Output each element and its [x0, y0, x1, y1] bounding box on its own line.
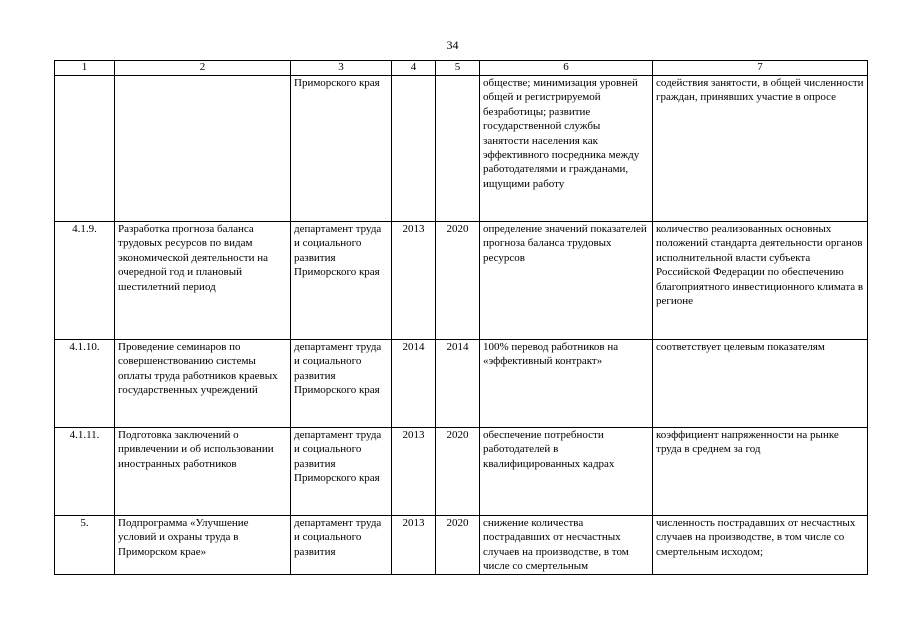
executor-cell: департамент труда и социального развития Приморского края	[291, 340, 392, 428]
activity-name-cell: Подготовка заключений о привлечении и об использовании иностранных работников	[115, 428, 291, 516]
end-year-cell: 2020	[436, 222, 480, 340]
executor-cell: Приморского края	[291, 76, 392, 222]
indicator-cell: содействия занятости, в общей численности граждан, принявших участие в опросе	[653, 76, 868, 222]
column-header-1: 1	[55, 61, 115, 76]
table-row	[55, 428, 868, 516]
row-number-cell: 5.	[55, 516, 115, 575]
activity-name-cell	[115, 76, 291, 222]
expected-result-cell: снижение количества пострадавших от несчастных случаев на производстве, в том числе со смертельным	[480, 516, 653, 575]
program-table	[54, 60, 868, 575]
table-row	[55, 222, 868, 340]
column-number-row	[55, 61, 868, 76]
end-year-cell	[436, 76, 480, 222]
start-year-cell	[392, 76, 436, 222]
end-year-cell: 2020	[436, 428, 480, 516]
executor-cell: департамент труда и социального развития Приморского края	[291, 222, 392, 340]
end-year-cell: 2020	[436, 516, 480, 575]
table-row	[55, 76, 868, 222]
indicator-cell: численность пострадавших от несчастных случаев на производстве, в том числе со смертельным исходом;	[653, 516, 868, 575]
expected-result-cell: определение значений показателей прогноза баланса трудовых ресурсов	[480, 222, 653, 340]
start-year-cell: 2013	[392, 222, 436, 340]
end-year-cell: 2014	[436, 340, 480, 428]
activity-name-cell: Проведение семинаров по совершенствованию системы оплаты труда работников краевых государственных учреждений	[115, 340, 291, 428]
column-header-5: 5	[436, 61, 480, 76]
column-header-2: 2	[115, 61, 291, 76]
start-year-cell: 2013	[392, 516, 436, 575]
column-header-6: 6	[480, 61, 653, 76]
expected-result-cell: обществе; минимизация уровней общей и регистрируемой безработицы; развитие государственной службы занятости населения как эффективного посредника между работодателями и гражданами, ищущими работу	[480, 76, 653, 222]
executor-cell: департамент труда и социального развития	[291, 516, 392, 575]
executor-cell: департамент труда и социального развития Приморского края	[291, 428, 392, 516]
indicator-cell: количество реализованных основных положений стандарта деятельности органов исполнительной власти субъекта Российской Федерации по обеспечению благоприятного инвестиционного климата в регионе	[653, 222, 868, 340]
row-number-cell: 4.1.11.	[55, 428, 115, 516]
table-row	[55, 516, 868, 575]
page-number: 34	[446, 38, 459, 52]
indicator-cell: коэффициент напряженности на рынке труда в среднем за год	[653, 428, 868, 516]
start-year-cell: 2014	[392, 340, 436, 428]
column-header-7: 7	[653, 61, 868, 76]
column-header-3: 3	[291, 61, 392, 76]
table-row	[55, 340, 868, 428]
expected-result-cell: 100% перевод работников на «эффективный контракт»	[480, 340, 653, 428]
row-number-cell: 4.1.10.	[55, 340, 115, 428]
indicator-cell: соответствует целевым показателям	[653, 340, 868, 428]
expected-result-cell: обеспечение потребности работодателей в квалифицированных кадрах	[480, 428, 653, 516]
row-number-cell: 4.1.9.	[55, 222, 115, 340]
activity-name-cell: Разработка прогноза баланса трудовых ресурсов по видам экономической деятельности на очередной год и плановый шестилетний период	[115, 222, 291, 340]
column-header-4: 4	[392, 61, 436, 76]
activity-name-cell: Подпрограмма «Улучшение условий и охраны труда в Приморском крае»	[115, 516, 291, 575]
row-number-cell	[55, 76, 115, 222]
start-year-cell: 2013	[392, 428, 436, 516]
